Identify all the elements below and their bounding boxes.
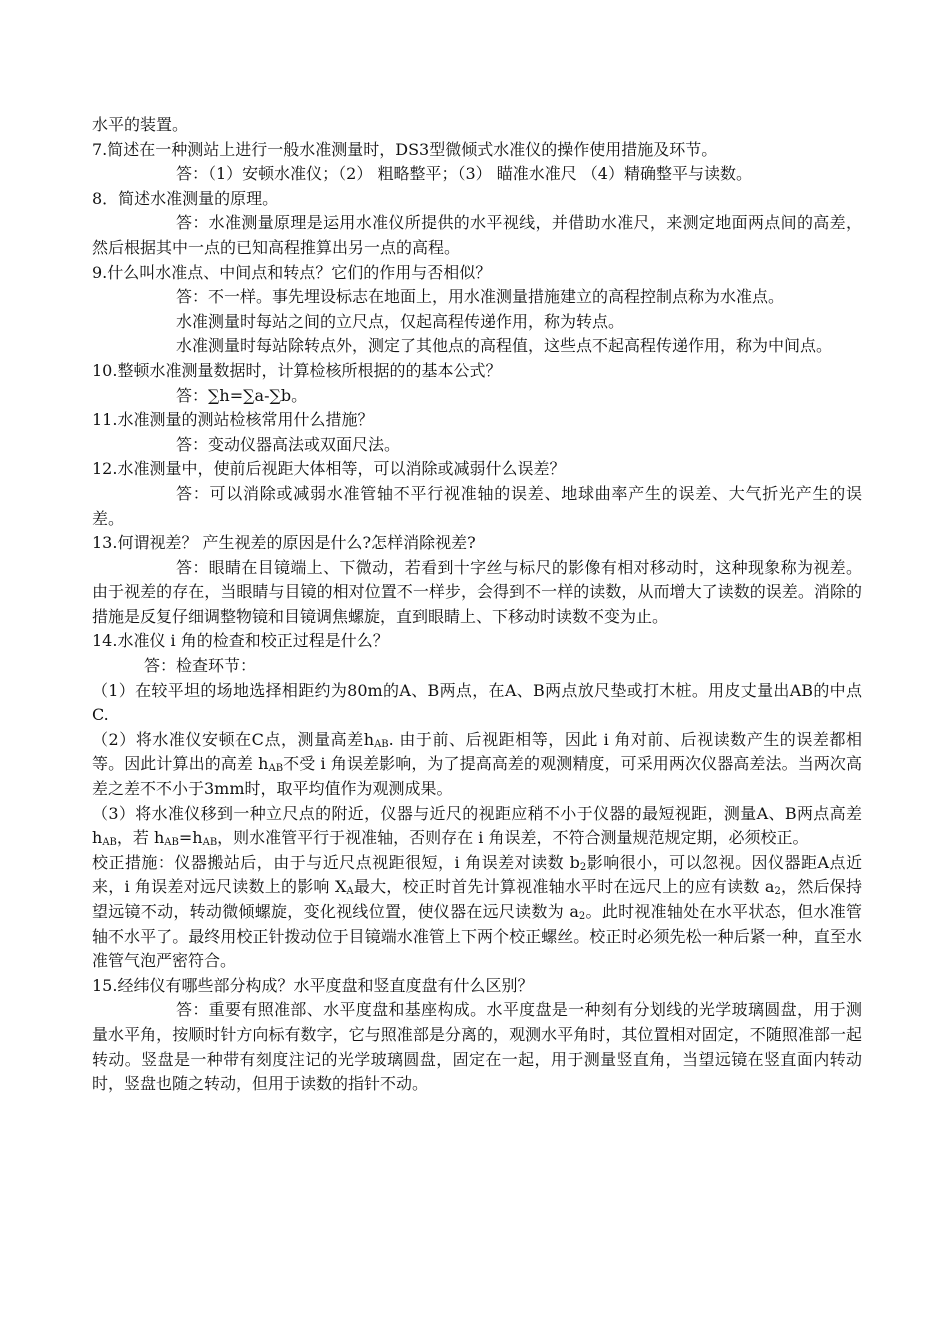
answer-9-part-3: 水准测量时每站除转点外，测定了其他点的高程值，这些点不起高程传递作用，称为中间点。 bbox=[176, 336, 833, 356]
answer-8: 答：水准测量原理是运用水准仪所提供的水平视线，并借助水准尺，来测定地面两点间的高差，然后根据其中一点的已知高程推算出另一点的高程。 bbox=[92, 213, 862, 257]
correction-method: 校正措施：仪器搬站后，由于与近尺点视距很短，i 角误差对读数 $b_2$影响很小，可以忽视。因仪器距A点近来，i 角误差对远尺读数上的影响 $X_A$最大，校正时首先计算视准轴水平时在远尺上的应有读数 $a_2$，然后保持望远镜不动，转动微倾螺旋，变化视线位置，使仪器在远尺读数为 $a_2$。此时视准轴处在水平状态，但水准管轴不水平了。最终用校正针拨动位于目镜端水准管上下两个校正螺丝。校正时必须先松一种后紧一种，直至水准管气泡严密符合。 bbox=[92, 852, 862, 971]
answer-12: 答：可以消除或减弱水准管轴不平行视准轴的误差、地球曲率产生的误差、大气折光产生的误差。 bbox=[92, 483, 862, 528]
question-8: 8．简述水准测量的原理。 bbox=[92, 188, 279, 208]
question-9: 9.什么叫水准点、中间点和转点？它们的作用与否相似？ bbox=[92, 262, 492, 282]
text-line: 水平的装置。 bbox=[92, 115, 189, 134]
question-14: 14.水准仪 i 角的检查和校正过程是什么？ bbox=[92, 631, 389, 651]
step-1: （1）在较平坦的场地选择相距约为80m的A、B两点，在A、B两点放尺垫或打木桩。用皮丈量出AB的中点C. bbox=[92, 680, 862, 725]
answer-13: 答：眼睛在目镜端上、下微动，若看到十字丝与标尺的影像有相对移动时，这种现象称为视差。由于视差的存在，当眼睛与目镜的相对位置不一样步，会得到不一样的读数，从而增大了读数的误差。消除的措施是反复仔细调整物镜和目镜调焦螺旋，直到眼睛上、下移动时读数不变为止。 bbox=[92, 557, 862, 626]
answer-14-intro: 答：检查环节： bbox=[144, 656, 257, 676]
question-7: 7.简述在一种测站上进行一般水准测量时，DS3型微倾式水准仪的操作使用措施及环节。 bbox=[92, 139, 718, 159]
answer-10: 答：∑h=∑a-∑b。 bbox=[176, 385, 308, 405]
document-page bbox=[92, 113, 862, 1097]
question-11: 11.水准测量的测站检核常用什么措施？ bbox=[92, 410, 374, 430]
answer-9-part-1: 答：不一样。事先埋设标志在地面上，用水准测量措施建立的高程控制点称为水准点。 bbox=[176, 287, 785, 307]
question-12: 12.水准测量中，使前后视距大体相等，可以消除或减弱什么误差？ bbox=[92, 459, 566, 479]
step-3: （3）将水准仪移到一种立尺点的附近，仪器与近尺的视距应稍不小于仪器的最短视距，测量A、B两点高差 $h_{AB}$，若 $h_{AB}=h_{AB}$，则水准管平行于视准轴，否则存在 i 角误差，不符合测量规范规定期，必须校正。 bbox=[92, 803, 862, 849]
question-13: 13.何谓视差？ 产生视差的原因是什么?怎样消除视差? bbox=[92, 533, 476, 553]
question-15: 15.经纬仪有哪些部分构成？水平度盘和竖直度盘有什么区别？ bbox=[92, 975, 534, 995]
step-2: （2）将水准仪安顿在C点，测量高差$h_{AB}$. 由于前、后视距相等，因此 i 角对前、后视读数产生的误差都相等。因此计算出的高差 $h_{AB}$不受 i 角误差影响，为了提高高差的观测精度，可采用两次仪器高差法。当两次高差之差不不小于3mm时，取平均值作为观测成果。 bbox=[92, 729, 863, 799]
question-10: 10.整顿水准测量数据时，计算检核所根据的的基本公式？ bbox=[92, 360, 502, 380]
answer-7: 答：（1）安顿水准仪；（2） 粗略整平；（3） 瞄准水准尺 （4）精确整平与读数。 bbox=[176, 164, 752, 184]
answer-11: 答：变动仪器高法或双面尺法。 bbox=[176, 434, 401, 454]
answer-9-part-2: 水准测量时每站之间的立尺点，仅起高程传递作用，称为转点。 bbox=[176, 311, 625, 331]
answer-15: 答：重要有照准部、水平度盘和基座构成。水平度盘是一种刻有分划线的光学玻璃圆盘，用于测量水平角，按顺时针方向标有数字，它与照准部是分离的，观测水平角时，其位置相对固定，不随照准部一起转动。竖盘是一种带有刻度注记的光学玻璃圆盘，固定在一起，用于测量竖直角，当望远镜在竖直面内转动时，竖盘也随之转动，但用于读数的指针不动。 bbox=[92, 1000, 862, 1094]
